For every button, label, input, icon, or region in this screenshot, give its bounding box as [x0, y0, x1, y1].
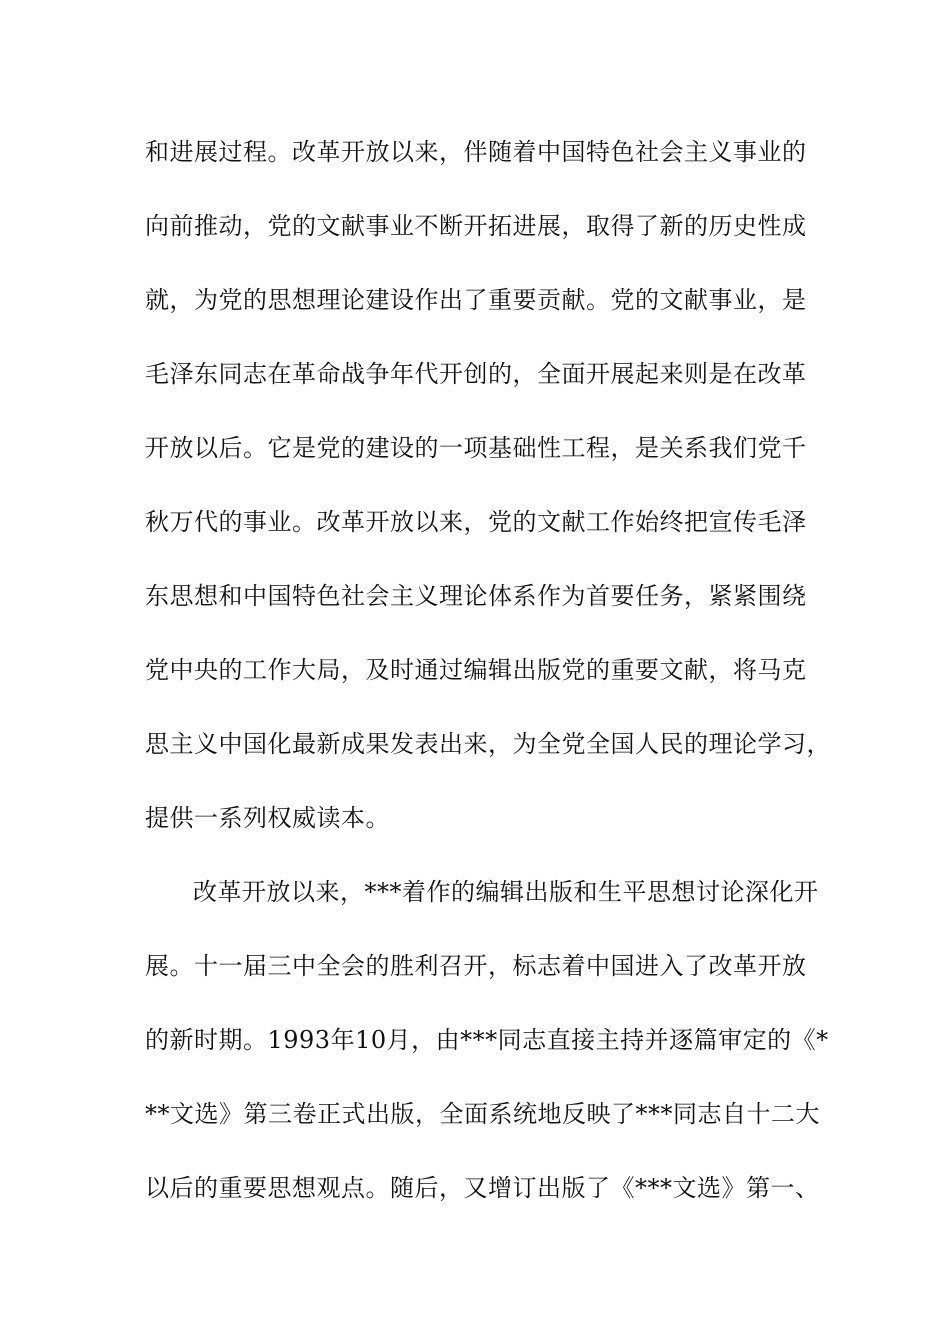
text-line: **文选》第三卷正式出版，全面系统地反映了***同志自十二大 — [145, 1100, 820, 1128]
text-line: 东思想和中国特色社会主义理论体系作为首要任务，紧紧围绕 — [145, 582, 807, 610]
text-line: 提供一系列权威读本。 — [145, 804, 390, 832]
body-text — [145, 128, 831, 1238]
text-line: 展。十一届三中全会的胜利召开，标志着中国进入了改革开放 — [145, 952, 807, 980]
text-line: 思主义中国化最新成果发表出来，为全党全国人民的理论学习， — [145, 730, 831, 758]
text-line: 就，为党的思想理论建设作出了重要贡献。党的文献事业，是 — [145, 286, 807, 314]
text-line: 以后的重要思想观点。随后，又增订出版了《***文选》第一、 — [145, 1174, 820, 1202]
text-line: 向前推动，党的文献事业不断开拓进展，取得了新的历史性成 — [145, 212, 807, 240]
text-line: 党中央的工作大局，及时通过编辑出版党的重要文献，将马克 — [145, 656, 807, 684]
text-line: 毛泽东同志在革命战争年代开创的，全面开展起来则是在改革 — [145, 360, 807, 388]
paragraph-start-line: 改革开放以来，***着作的编辑出版和生平思想讨论深化开 — [193, 878, 819, 906]
text-line: 和进展过程。改革开放以来，伴随着中国特色社会主义事业的 — [145, 138, 807, 166]
text-line: 的新时期。1993年10月，由***同志直接主持并逐篇审定的《* — [145, 1026, 829, 1054]
text-line: 秋万代的事业。改革开放以来，党的文献工作始终把宣传毛泽 — [145, 508, 807, 536]
text-line: 开放以后。它是党的建设的一项基础性工程，是关系我们党千 — [145, 434, 807, 462]
